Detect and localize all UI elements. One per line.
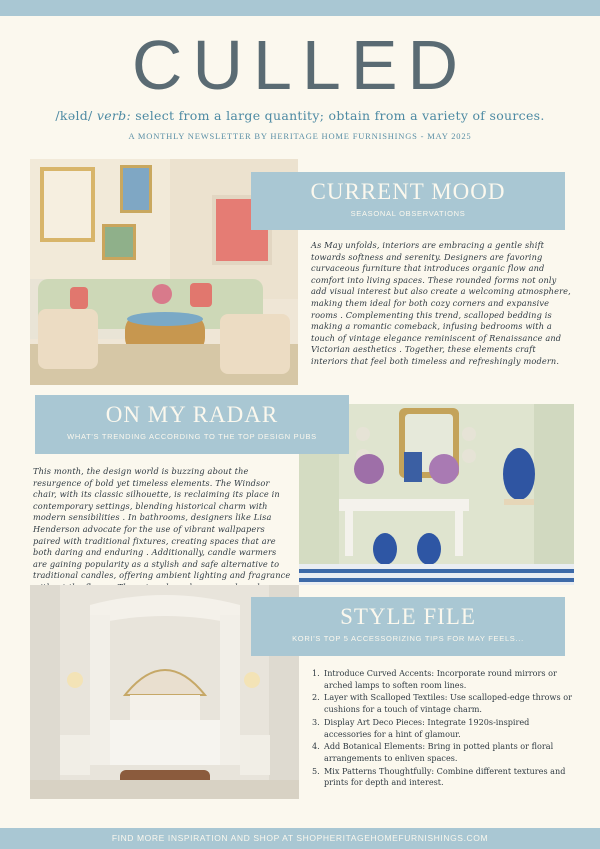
list-item — [312, 717, 574, 740]
tip-text: Display Art Deco Pieces: Integrate 1920s-inspired accessories for a hint of glamour. — [324, 716, 530, 739]
tip-number: 3. — [312, 716, 320, 727]
tip-number: 4. — [312, 741, 320, 752]
current-mood-banner — [251, 172, 565, 230]
tip-text: Layer with Scalloped Textiles: Use scalloped-edge throws or cushions for a touch of vintage charm. — [324, 692, 572, 715]
on-my-radar-banner — [35, 395, 349, 454]
newsletter-subtitle: A MONTHLY NEWSLETTER BY HERITAGE HOME FURNISHINGS - MAY 2025 — [128, 131, 472, 141]
tip-number: 1. — [312, 668, 320, 678]
tip-text: Mix Patterns Thoughtfully: Combine different textures and prints for depth and interest. — [324, 765, 566, 788]
style-file-title: STYLE FILE — [340, 604, 476, 629]
part-of-speech: verb: — [96, 108, 131, 123]
on-my-radar-subtitle: WHAT'S TRENDING ACCORDING TO THE TOP DESIGN PUBS — [67, 432, 317, 441]
definition: select from a large quantity; obtain from a variety of sources. — [135, 108, 545, 123]
newsletter-title: CULLED — [131, 26, 469, 104]
tip-number: 2. — [312, 692, 320, 703]
current-mood-body: As May unfolds, interiors are embracing a gentle shift towards softness and serenity. Designers are favoring curvaceous furniture that introduces organic flow and comfort into living spaces. These rounded forms not only add visual interest but also create a welcoming atmosphere, making them ideal for both cozy corners and expansive rooms . Complementing this trend, scalloped bedding is making a romantic comeback, infusing bedrooms with a touch of vintage elegance reminiscent of Renaissance and Victorian aesthetics . Together, these elements craft interiors that feel both timeless and refreshingly modern. — [311, 240, 571, 366]
top-band — [0, 0, 600, 16]
current-mood-title: CURRENT MOOD — [310, 179, 506, 204]
on-my-radar-title: ON MY RADAR — [105, 402, 279, 427]
list-item — [312, 766, 574, 789]
style-file-subtitle: KORI'S TOP 5 ACCESSORIZING TIPS FOR MAY FEELS... — [292, 634, 524, 643]
tip-text: Add Botanical Elements: Bring in potted plants or floral arrangements to enliven spaces. — [324, 741, 554, 763]
tip-text: Introduce Curved Accents: Incorporate round mirrors or arched lamps to soften room lines. — [324, 668, 557, 690]
list-item — [312, 668, 574, 691]
tip-number: 5. — [312, 765, 320, 776]
style-tips-list — [312, 668, 574, 790]
list-item — [312, 692, 574, 715]
pronunciation: /kəld/ — [55, 108, 93, 123]
list-item — [312, 741, 574, 764]
on-my-radar-body: This month, the design world is buzzing about the resurgence of bold yet timeless elements. The Windsor chair, with its classic silhouette, is reclaiming its place in contemporary settings, blending historical charm with modern sensibilities . In bathrooms, designers like Lisa Henderson advocate for the use of vibrant wallpapers paired with traditional fixtures, creating spaces that are both daring and enduring . Additionally, candle warmers are gaining popularity as a stylish and safe alternative to traditional candles, offering ambient lighting and fragrance — [33, 466, 291, 581]
style-file-banner — [251, 597, 565, 656]
current-mood-subtitle: SEASONAL OBSERVATIONS — [350, 209, 466, 218]
footer-link[interactable]: FIND MORE INSPIRATION AND SHOP AT SHOPHERITAGEHOMEFURNISHINGS.COM — [0, 828, 600, 849]
definition-line — [0, 108, 600, 123]
